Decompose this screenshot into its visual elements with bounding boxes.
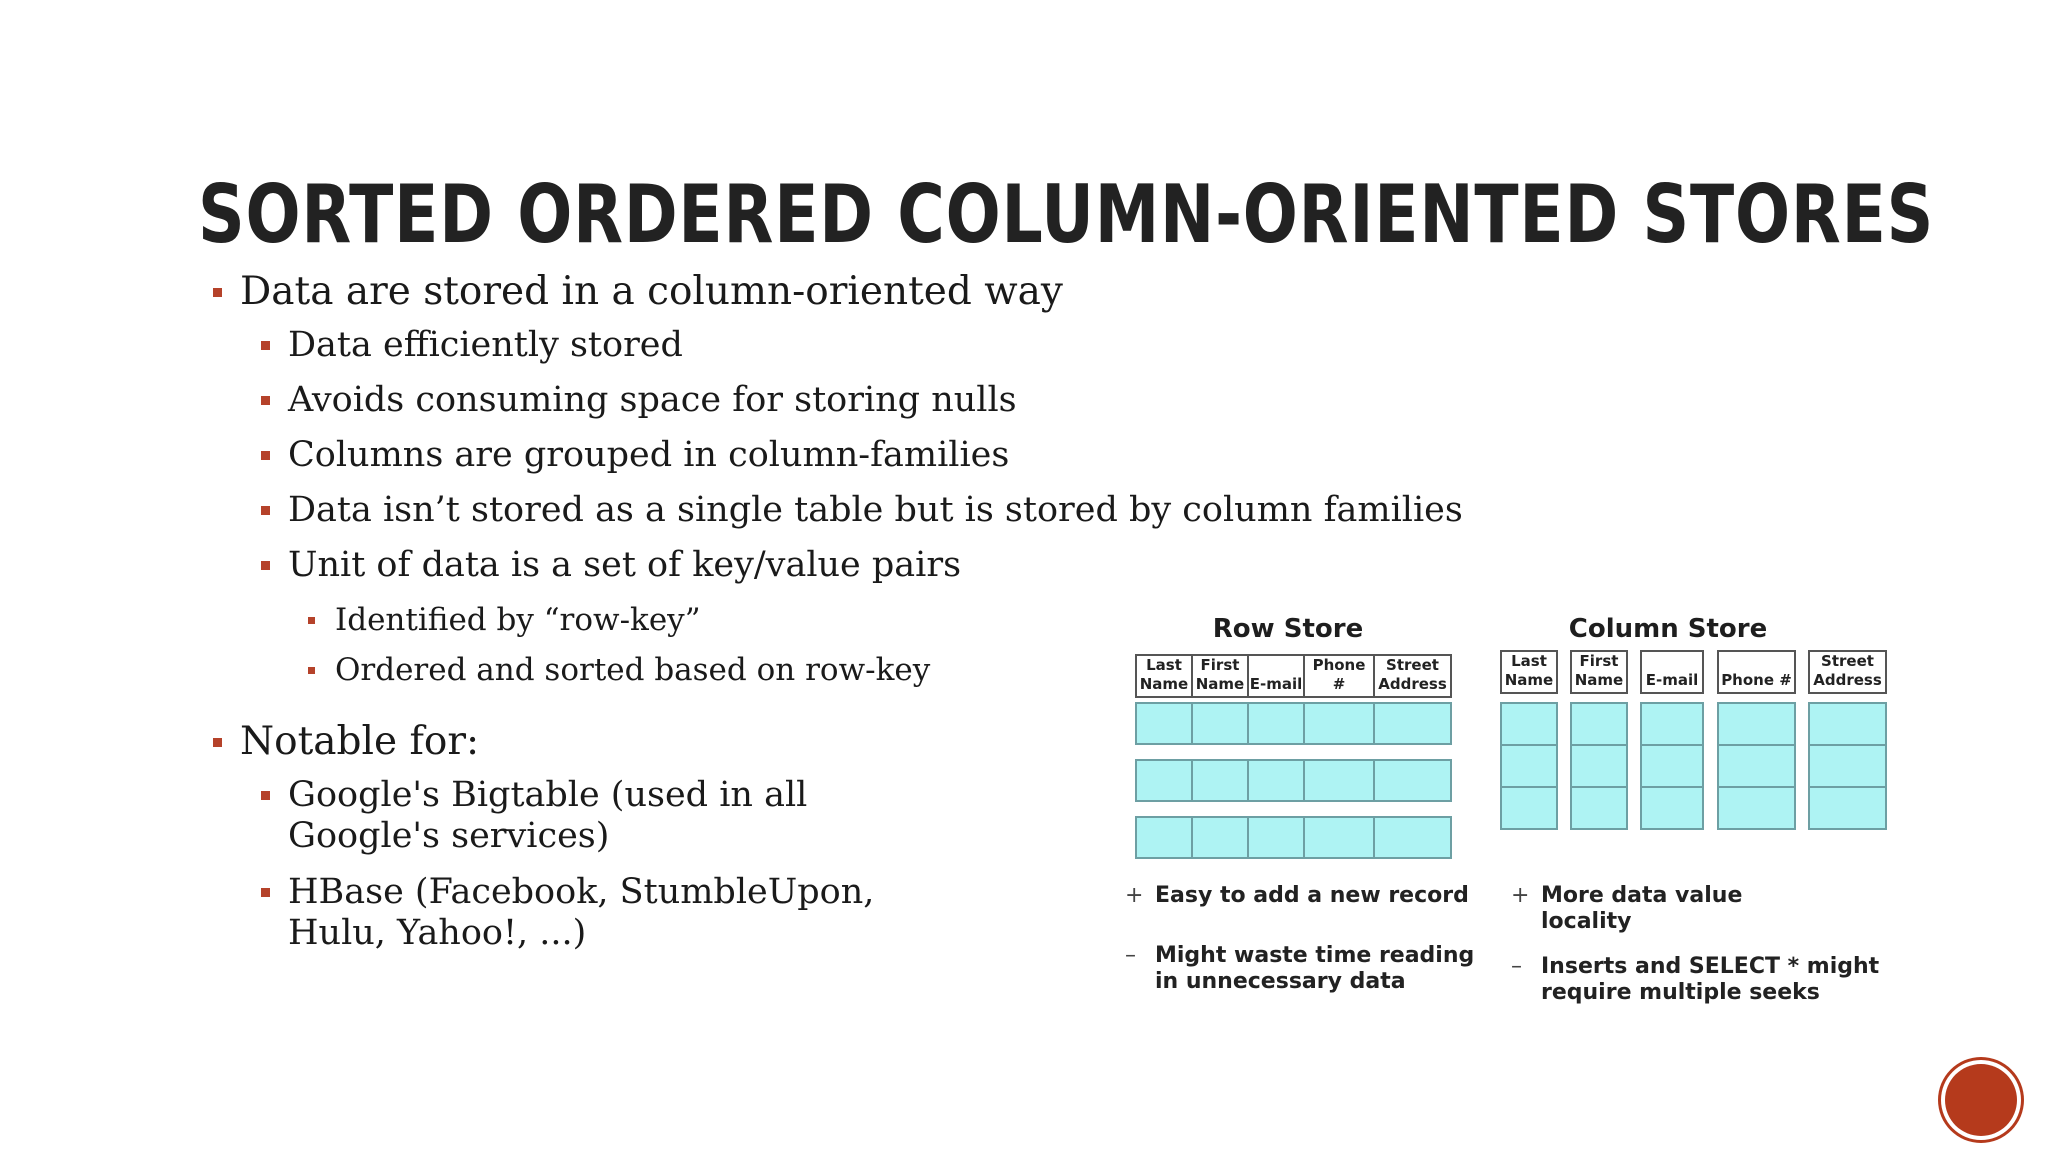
cell [1135, 702, 1193, 745]
plus-icon: + [1511, 883, 1530, 908]
bullet-marker [261, 451, 270, 460]
col-header-street-address: Street Address [1808, 650, 1887, 694]
cell [1808, 786, 1887, 830]
cell [1373, 759, 1452, 802]
col-header-phone: Phone # [1717, 650, 1796, 694]
column-store-title: Column Store [1568, 614, 1768, 644]
cell [1247, 816, 1305, 859]
minus-icon: – [1125, 943, 1136, 968]
cell [1303, 816, 1375, 859]
column-store-pro [1511, 883, 1743, 935]
cell [1191, 759, 1249, 802]
bullet-text: HBase (Facebook, StumbleUpon, [288, 872, 875, 912]
cell [1373, 702, 1452, 745]
bullet-marker [261, 506, 270, 515]
bullet-text: Data efficiently stored [288, 325, 683, 365]
bullet-column-oriented [240, 270, 1063, 314]
cell [1191, 702, 1249, 745]
cell [1500, 786, 1558, 830]
minus-icon: – [1511, 954, 1522, 979]
row-store-pro [1125, 883, 1469, 909]
bullet-text: Identified by “row-key” [335, 602, 701, 638]
col-header-first-name: First Name [1570, 650, 1628, 694]
cell [1808, 702, 1887, 746]
bullet-marker [261, 888, 270, 897]
bullet-marker [213, 288, 222, 297]
cell [1191, 816, 1249, 859]
bullet-efficiently-stored [288, 325, 683, 366]
col-header-last-name: Last Name [1500, 650, 1558, 694]
bullet-text: Data are stored in a column-oriented way [240, 269, 1063, 314]
bullet-text-continued: Google's services) [288, 816, 610, 856]
cell [1247, 702, 1305, 745]
row-vs-column-store-figure [1118, 610, 1903, 1020]
row-store-con [1125, 943, 1475, 995]
note-text: locality [1541, 909, 1632, 934]
cell [1500, 744, 1558, 788]
slide-number-badge [1945, 1064, 2017, 1136]
column-store-con [1511, 954, 1880, 1006]
plus-icon: + [1125, 883, 1144, 908]
slide-title: SORTED ORDERED COLUMN-ORIENTED STORES [198, 168, 1935, 261]
note-text: in unnecessary data [1155, 969, 1406, 994]
cell [1303, 759, 1375, 802]
row-header-last-name: Last Name [1135, 654, 1193, 698]
bullet-text: Google's Bigtable (used in all [288, 775, 808, 815]
bullet-text-continued: Hulu, Yahoo!, ...) [288, 913, 587, 953]
note-text: Easy to add a new record [1155, 883, 1469, 908]
bullet-ordered-sorted [335, 650, 930, 690]
bullet-marker [261, 396, 270, 405]
cell [1135, 816, 1193, 859]
note-text: require multiple seeks [1541, 980, 1820, 1005]
bullet-text: Ordered and sorted based on row-key [335, 652, 931, 688]
bullet-marker [308, 667, 315, 674]
note-text: Might waste time reading [1155, 943, 1475, 968]
cell [1570, 786, 1628, 830]
cell [1808, 744, 1887, 788]
bullet-text: Unit of data is a set of key/value pairs [288, 545, 962, 585]
cell [1717, 744, 1796, 788]
note-text: Inserts and SELECT * might [1541, 954, 1880, 979]
bullet-avoids-nulls [288, 380, 1017, 421]
bullet-marker [261, 561, 270, 570]
bullet-marker [261, 791, 270, 800]
cell [1303, 702, 1375, 745]
bullet-text: Data isn’t stored as a single table but is stored by column families [288, 490, 1463, 530]
note-text: More data value [1541, 883, 1743, 908]
bullet-text: Avoids consuming space for storing nulls [288, 380, 1017, 420]
cell [1570, 744, 1628, 788]
bullet-marker [261, 341, 270, 350]
cell [1717, 702, 1796, 746]
bullet-marker [213, 738, 222, 747]
cell [1717, 786, 1796, 830]
row-store-title: Row Store [1212, 614, 1364, 644]
row-header-phone: Phone # [1303, 654, 1375, 698]
cell [1640, 786, 1704, 830]
bullet-key-value [288, 545, 961, 586]
row-header-first-name: First Name [1191, 654, 1249, 698]
bullet-bigtable [288, 775, 807, 857]
bullet-hbase [288, 872, 874, 954]
col-header-email: E-mail [1640, 650, 1704, 694]
bullet-text: Columns are grouped in column-families [288, 435, 1010, 475]
bullet-not-single-table [288, 490, 1463, 531]
bullet-notable-for [240, 720, 479, 764]
bullet-row-key [335, 600, 701, 640]
cell [1135, 759, 1193, 802]
row-header-email: E-mail [1247, 654, 1305, 698]
bullet-column-families [288, 435, 1009, 476]
cell [1570, 702, 1628, 746]
cell [1640, 744, 1704, 788]
cell [1373, 816, 1452, 859]
bullet-text: Notable for: [240, 719, 480, 764]
cell [1500, 702, 1558, 746]
cell [1247, 759, 1305, 802]
row-header-street-address: Street Address [1373, 654, 1452, 698]
cell [1640, 702, 1704, 746]
bullet-marker [308, 617, 315, 624]
